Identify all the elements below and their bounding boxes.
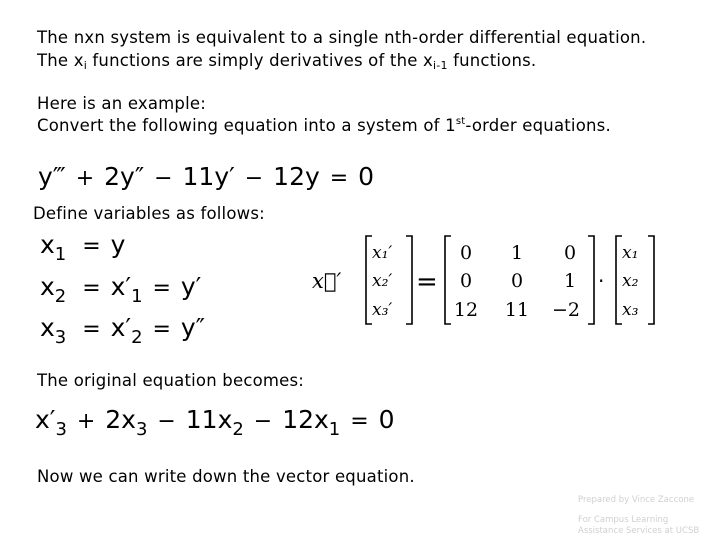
ode-minus-2: − <box>244 166 264 191</box>
example-line-2 <box>37 115 611 137</box>
tr-term-2: 2x <box>105 405 136 434</box>
example-line-1: Here is an example: <box>37 94 206 113</box>
intro-line-2-a: The x <box>37 51 84 70</box>
matrix-lhs: x⃗′ <box>312 269 342 293</box>
footer-prepared-by: Prepared by Vince Zaccone <box>578 495 695 505</box>
vector-label: Now we can write down the vector equation. <box>37 467 415 486</box>
coeff-r2c2: 0 <box>510 270 524 292</box>
tr-zero: 0 <box>378 405 395 434</box>
coeff-bracket-r <box>588 236 594 324</box>
tr-term-1: x′ <box>35 405 56 434</box>
tr-term-3-sub: 2 <box>232 419 244 440</box>
matrix-equals: = <box>416 267 438 297</box>
ode-equals: = <box>329 166 349 191</box>
definition-3: $x_3 = x'_2 = y''$ <box>40 313 206 348</box>
intro-line-2-c: functions. <box>447 51 537 70</box>
def1-sub: 1 <box>54 244 67 265</box>
vec-right-3: x₃ <box>622 300 639 320</box>
def2-mid: x′ <box>110 272 132 301</box>
def1-lhs: x <box>40 230 55 259</box>
definition-1: $x_1 = y$ <box>40 230 126 265</box>
example-line-2-sup: st <box>455 116 466 127</box>
coeff-r2c1: 0 <box>459 270 473 292</box>
ode-zero: 0 <box>358 162 375 191</box>
coeff-r1c2: 1 <box>510 242 524 264</box>
coeff-r3c1: 12 <box>453 299 479 321</box>
tr-term-4: 12x <box>282 405 329 434</box>
coeff-r3c2: 11 <box>504 299 530 321</box>
vec-left-1: x₁′ <box>372 243 393 263</box>
ode-plus: + <box>75 166 95 191</box>
tr-term-3: 11x <box>185 405 233 434</box>
tr-minus-2: − <box>253 409 273 434</box>
tr-term-2-sub: 3 <box>135 419 148 440</box>
example-line-2-b: -order equations. <box>465 116 611 135</box>
becomes-label: The original equation becomes: <box>37 371 305 390</box>
tr-plus: + <box>76 409 96 434</box>
vec-right-2: x₂ <box>622 271 639 291</box>
def2-rhs: y′ <box>180 272 202 301</box>
matrix-equation <box>300 228 660 328</box>
intro-line-2-sub2: i-1 <box>433 59 448 72</box>
def3-rhs: y″ <box>180 313 206 342</box>
footer-line-3: Assistance Services at UCSB <box>578 526 700 536</box>
intro-line-2-b: functions are simply derivatives of the x <box>86 51 434 70</box>
tr-equals: = <box>350 409 369 434</box>
ode-term-4: 12y <box>273 162 320 191</box>
def3-lhs: x <box>40 313 55 342</box>
right-vector-bracket-r <box>648 236 654 324</box>
tr-term-4-sub: 1 <box>328 419 341 440</box>
coeff-r3c3: −2 <box>551 299 581 321</box>
ode-minus-1: − <box>154 166 173 191</box>
coeff-bracket-l <box>445 236 451 324</box>
transformed-equation <box>35 405 395 440</box>
tr-minus-1: − <box>157 409 176 434</box>
example-line-2-a: Convert the following equation into a system of 1 <box>37 116 456 135</box>
intro-line-1: The nxn system is equivalent to a single nth-order differential equation. <box>37 28 647 47</box>
tr-term-1-sub: 3 <box>55 419 67 440</box>
ode-term-3: 11y′ <box>182 162 235 191</box>
coeff-r2c3: 1 <box>563 270 577 292</box>
def2-lhs: x <box>40 272 55 301</box>
vec-left-2: x₂′ <box>372 271 393 291</box>
ode-term-2: 2y″ <box>104 162 145 191</box>
vec-left-3: x₃′ <box>372 300 393 320</box>
def2-mid-sub: 1 <box>131 286 143 307</box>
footer-line-2: For Campus Learning <box>578 515 669 525</box>
coeff-r1c1: 0 <box>459 242 473 264</box>
ode-term-1: y‴ <box>38 162 66 191</box>
define-label: Define variables as follows: <box>33 204 265 223</box>
matrix-dot: · <box>598 269 605 293</box>
intro-line-2-sub: i <box>83 59 87 72</box>
ode-equation <box>38 162 374 191</box>
intro-line-2 <box>37 50 536 77</box>
def1-rhs: y <box>110 230 126 259</box>
vec-right-1: x₁ <box>622 243 639 263</box>
left-vector-bracket-r <box>406 236 412 324</box>
definition-2: $x_2 = x'_1 = y'$ <box>40 272 202 307</box>
def3-mid-sub: 2 <box>131 327 143 348</box>
def3-mid: x′ <box>110 313 132 342</box>
def2-sub: 2 <box>54 286 67 307</box>
coeff-r1c3: 0 <box>563 242 577 264</box>
def3-sub: 3 <box>54 327 67 348</box>
